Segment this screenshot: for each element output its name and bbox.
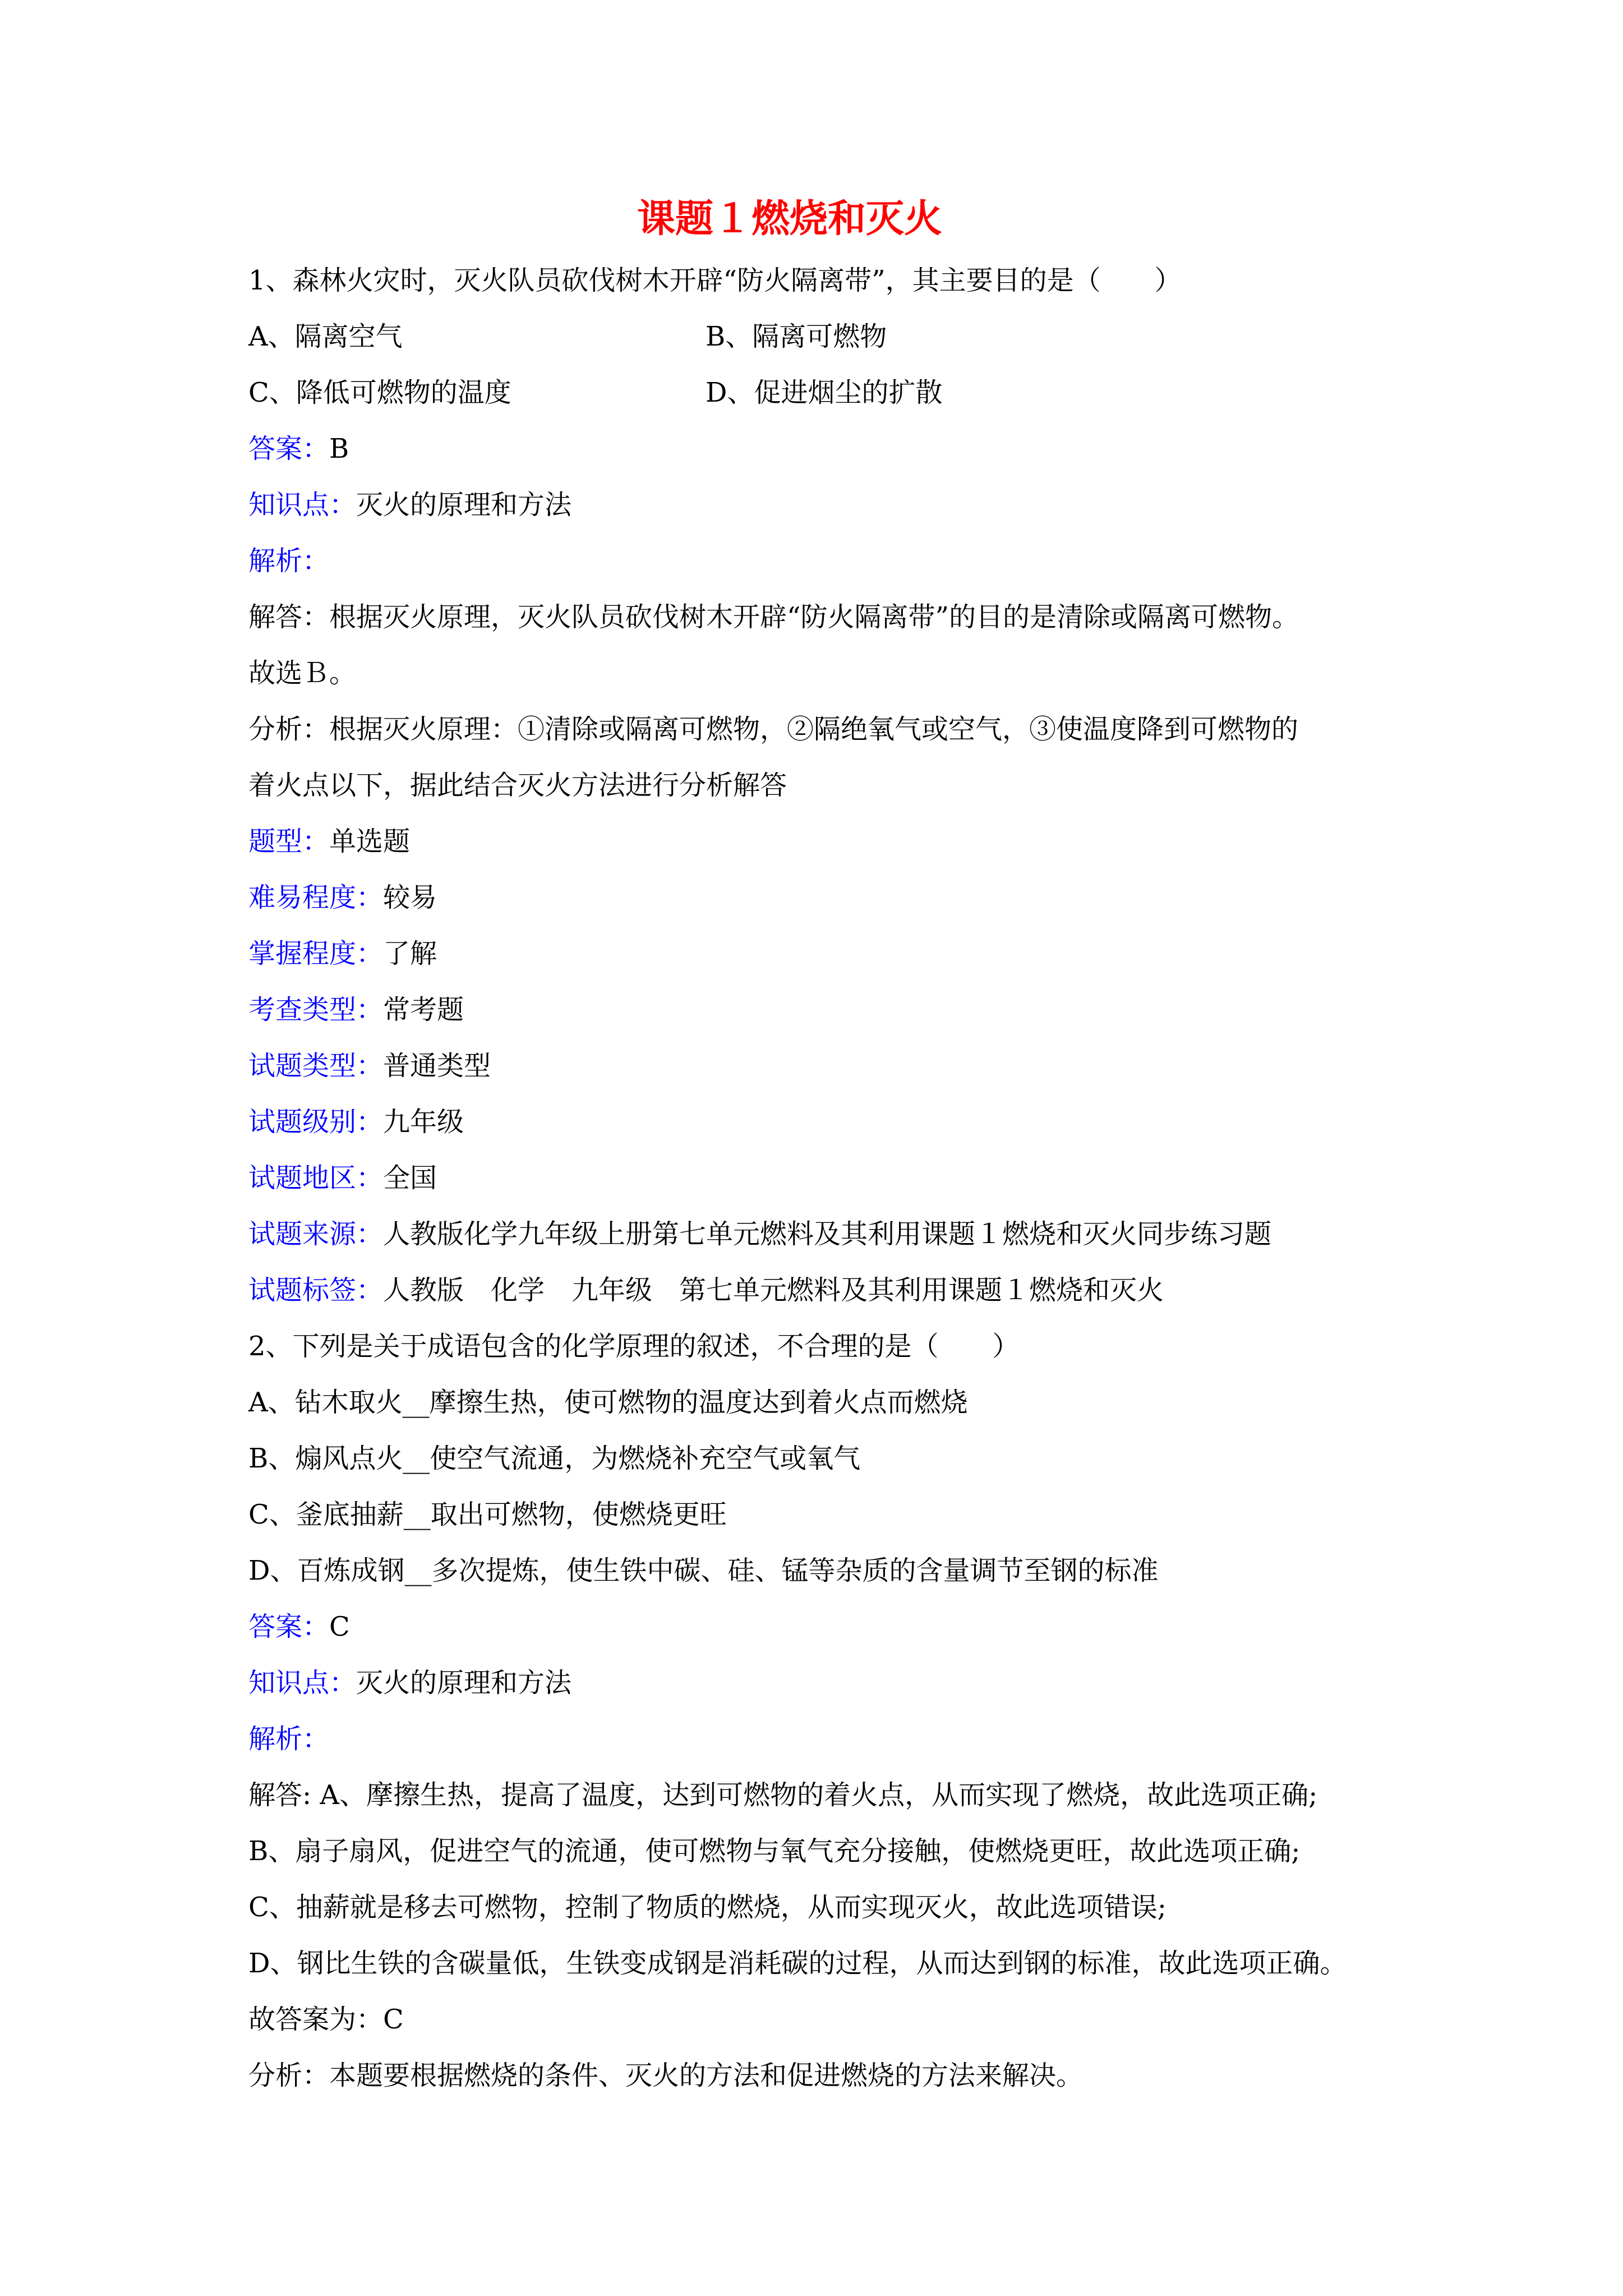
solution-line: C、抽薪就是移去可燃物，控制了物质的燃烧，从而实现灭火，故此选项错误; [248, 1892, 1166, 1923]
meta-label: 难易程度： [248, 882, 384, 913]
meta-label: 掌握程度： [248, 938, 384, 969]
solution-line: D、钢比生铁的含碳量低，生铁变成钢是消耗碳的过程，从而达到钢的标准，故此选项正确。 [248, 1948, 1347, 1979]
option-d: D、百炼成钢__多次提炼，使生铁中碳、硅、锰等杂质的含量调节至钢的标准 [248, 1555, 1159, 1586]
answer-label: 答案： [248, 1611, 330, 1642]
meta-value: 较易 [383, 882, 437, 913]
question-2 [248, 1318, 1393, 2104]
document-title: 课题１燃烧和灭火 [637, 196, 942, 241]
knowledge-label: 知识点： [248, 1667, 357, 1699]
knowledge-value: 灭火的原理和方法 [356, 1667, 572, 1699]
meta-source [248, 1206, 1393, 1262]
meta-value: 人教版化学九年级上册第七单元燃料及其利用课题１燃烧和灭火同步练习题 [383, 1218, 1272, 1250]
question-stem: 1、森林火灾时，灭火队员砍伐树木开辟“防火隔离带”，其主要目的是（ ） [248, 265, 1182, 296]
meta-question-type [248, 1038, 1393, 1094]
question-1 [248, 252, 1393, 1318]
meta-label: 试题来源： [248, 1218, 384, 1250]
meta-value: 单选题 [329, 826, 411, 857]
meta-grade [248, 1094, 1393, 1150]
meta-value: 全国 [383, 1162, 437, 1194]
meta-value: 常考题 [383, 994, 464, 1025]
solution-line: 解答: A、摩擦生热，提高了温度，达到可燃物的着火点，从而实现了燃烧，故此选项正确; [248, 1779, 1318, 1811]
analysis-line: 分析：本题要根据燃烧的条件、灭火的方法和促进燃烧的方法来解决。 [248, 2060, 1083, 2091]
solution-line: 解答：根据灭火原理，灭火队员砍伐树木开辟“防火隔离带”的目的是清除或隔离可燃物。 [248, 601, 1299, 633]
document-page [248, 191, 1393, 2104]
option-b: B、隔离可燃物 [706, 321, 887, 352]
knowledge-line [248, 477, 1393, 533]
answer-line [248, 1599, 1393, 1655]
meta-mastery [248, 926, 1393, 982]
option-a: A、隔离空气 [248, 321, 403, 352]
knowledge-line [248, 1655, 1393, 1711]
analysis-label: 解析： [248, 1723, 330, 1755]
meta-region [248, 1150, 1393, 1206]
meta-label: 试题级别： [248, 1106, 384, 1138]
meta-type [248, 813, 1393, 869]
option-c: C、降低可燃物的温度 [248, 377, 511, 408]
knowledge-label: 知识点： [248, 489, 357, 521]
solution-line: B、扇子扇风，促进空气的流通，使可燃物与氧气充分接触，使燃烧更旺，故此选项正确; [248, 1835, 1301, 1867]
option-d: D、促进烟尘的扩散 [706, 377, 943, 408]
option-a: A、钻木取火__摩擦生热，使可燃物的温度达到着火点而燃烧 [248, 1387, 968, 1418]
meta-difficulty [248, 869, 1393, 926]
meta-value: 人教版 化学 九年级 第七单元燃料及其利用课题１燃烧和灭火 [383, 1274, 1164, 1306]
answer-value: C [329, 1611, 350, 1642]
options-row-ab [248, 309, 1393, 365]
option-c: C、釜底抽薪__取出可燃物，使燃烧更旺 [248, 1499, 727, 1530]
answer-value: B [329, 433, 349, 464]
answer-line [248, 421, 1393, 477]
meta-value: 普通类型 [383, 1050, 491, 1082]
analysis-line: 分析：根据灭火原理：①清除或隔离可燃物，②隔绝氧气或空气，③使温度降到可燃物的 [248, 714, 1299, 745]
options-row-cd [248, 365, 1393, 421]
knowledge-value: 灭火的原理和方法 [356, 489, 572, 521]
meta-label: 试题标签： [248, 1274, 384, 1306]
meta-label: 题型： [248, 826, 330, 857]
meta-value: 九年级 [383, 1106, 464, 1138]
answer-label: 答案： [248, 433, 330, 464]
analysis-line: 着火点以下，据此结合灭火方法进行分析解答 [248, 770, 787, 801]
analysis-label: 解析： [248, 545, 330, 577]
solution-line: 故答案为：C [248, 2004, 404, 2035]
solution-line: 故选Ｂ。 [248, 657, 357, 689]
meta-exam-type [248, 982, 1393, 1038]
meta-label: 考查类型： [248, 994, 384, 1025]
meta-value: 了解 [383, 938, 437, 969]
question-stem: 2、下列是关于成语包含的化学原理的叙述，不合理的是（ ） [248, 1331, 1020, 1362]
option-b: B、煽风点火__使空气流通，为燃烧补充空气或氧气 [248, 1443, 861, 1474]
meta-tags [248, 1262, 1393, 1318]
meta-label: 试题类型： [248, 1050, 384, 1082]
meta-label: 试题地区： [248, 1162, 384, 1194]
